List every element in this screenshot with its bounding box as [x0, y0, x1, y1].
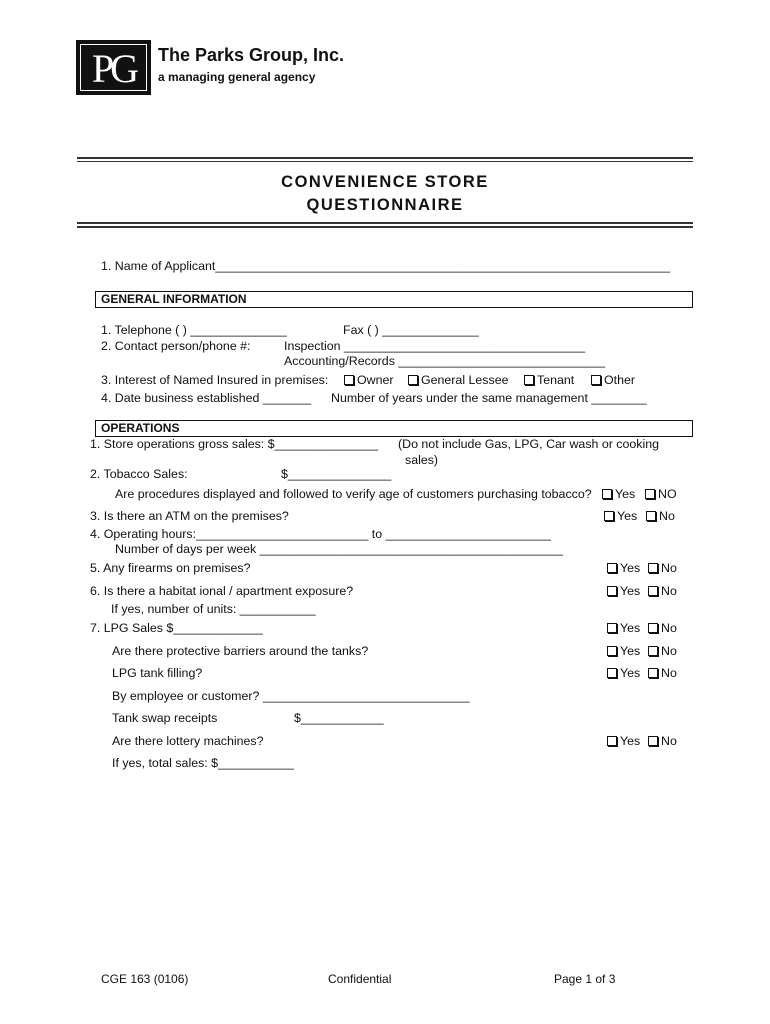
- atm-question: 3. Is there an ATM on the premises?: [90, 509, 289, 523]
- fax-field[interactable]: Fax ( ) ______________: [343, 323, 479, 337]
- form-id: CGE 163 (0106): [101, 972, 189, 986]
- company-name: The Parks Group, Inc.: [158, 45, 345, 65]
- header-rule-bottom: [77, 222, 693, 228]
- habitational-yes[interactable]: Yes: [607, 584, 640, 598]
- interest-other-option[interactable]: Other: [591, 373, 635, 387]
- checkbox-icon[interactable]: [607, 736, 617, 746]
- confidential-label: Confidential: [328, 972, 392, 986]
- interest-label: 3. Interest of Named Insured in premises:: [101, 373, 329, 387]
- form-title-line2: QUESTIONNAIRE: [306, 196, 464, 214]
- checkbox-icon[interactable]: [607, 646, 617, 656]
- gross-sales-note-cont: sales): [405, 453, 439, 467]
- checkbox-icon[interactable]: [602, 489, 612, 499]
- tank-swap-field[interactable]: $____________: [294, 711, 384, 725]
- days-per-week-field[interactable]: Number of days per week ____________________________________________: [115, 542, 563, 556]
- checkbox-icon[interactable]: [408, 375, 418, 385]
- inspection-contact-field[interactable]: Inspection ___________________________________: [284, 339, 586, 353]
- barriers-question: Are there protective barriers around the tanks?: [112, 644, 369, 658]
- number-of-units-field[interactable]: If yes, number of units: ___________: [111, 602, 316, 616]
- firearms-question: 5. Any firearms on premises?: [90, 561, 251, 575]
- lottery-question: Are there lottery machines?: [112, 734, 264, 748]
- date-established-field[interactable]: 4. Date business established _______: [101, 391, 312, 405]
- checkbox-icon[interactable]: [648, 563, 658, 573]
- checkbox-icon[interactable]: [607, 623, 617, 633]
- section-general-information: GENERAL INFORMATION: [95, 291, 693, 308]
- habitational-no[interactable]: No: [648, 584, 677, 598]
- barriers-no[interactable]: No: [648, 644, 677, 658]
- checkbox-icon[interactable]: [648, 736, 658, 746]
- atm-no[interactable]: No: [646, 509, 675, 523]
- checkbox-icon[interactable]: [607, 668, 617, 678]
- lpg-sales-field[interactable]: 7. LPG Sales $_____________: [90, 621, 263, 635]
- firearms-no[interactable]: No: [648, 561, 677, 575]
- tank-filling-yes[interactable]: Yes: [607, 666, 640, 680]
- accounting-contact-field[interactable]: Accounting/Records ______________________________: [284, 354, 606, 368]
- lottery-total-sales-field[interactable]: If yes, total sales: $___________: [112, 756, 294, 770]
- tobacco-sales-label: 2. Tobacco Sales:: [90, 467, 188, 481]
- telephone-field[interactable]: 1. Telephone ( ) ______________: [101, 323, 287, 337]
- tank-filling-no[interactable]: No: [648, 666, 677, 680]
- checkbox-icon[interactable]: [648, 668, 658, 678]
- tobacco-sales-field[interactable]: $_______________: [281, 467, 392, 481]
- contact-person-label: 2. Contact person/phone #:: [101, 339, 251, 353]
- operating-hours-field[interactable]: 4. Operating hours:_________________________ to ________________________: [90, 527, 551, 541]
- habitational-question: 6. Is there a habitat ional / apartment exposure?: [90, 584, 354, 598]
- tobacco-age-yes[interactable]: Yes: [602, 487, 635, 501]
- employee-or-customer-field[interactable]: By employee or customer? ______________________________: [112, 689, 470, 703]
- section-operations: OPERATIONS: [95, 420, 693, 437]
- checkbox-icon[interactable]: [591, 375, 601, 385]
- gross-sales-note: (Do not include Gas, LPG, Car wash or cooking: [398, 437, 660, 451]
- barriers-yes[interactable]: Yes: [607, 644, 640, 658]
- page-number: Page 1 of 3: [554, 972, 616, 986]
- lpg-yes[interactable]: Yes: [607, 621, 640, 635]
- checkbox-icon[interactable]: [646, 511, 656, 521]
- tobacco-age-question: Are procedures displayed and followed to verify age of customers purchasing tobacco?: [115, 487, 592, 501]
- checkbox-icon[interactable]: [648, 586, 658, 596]
- checkbox-icon[interactable]: [524, 375, 534, 385]
- checkbox-icon[interactable]: [648, 646, 658, 656]
- tobacco-age-no[interactable]: NO: [645, 487, 677, 501]
- years-same-management-field[interactable]: Number of years under the same management ________: [331, 391, 647, 405]
- gross-sales-field[interactable]: 1. Store operations gross sales: $_______________: [90, 437, 378, 451]
- checkbox-icon[interactable]: [604, 511, 614, 521]
- atm-yes[interactable]: Yes: [604, 509, 637, 523]
- checkbox-icon[interactable]: [344, 375, 354, 385]
- lottery-no[interactable]: No: [648, 734, 677, 748]
- checkbox-icon[interactable]: [607, 586, 617, 596]
- interest-tenant-option[interactable]: Tenant: [524, 373, 574, 387]
- logo-monogram: PG: [80, 44, 147, 91]
- firearms-yes[interactable]: Yes: [607, 561, 640, 575]
- tank-swap-label: Tank swap receipts: [112, 711, 218, 725]
- company-tagline: a managing general agency: [158, 70, 316, 84]
- company-logo: [76, 40, 151, 95]
- interest-general-lessee-option[interactable]: General Lessee: [408, 373, 508, 387]
- form-title-line1: CONVENIENCE STORE: [281, 173, 489, 191]
- tank-filling-question: LPG tank filling?: [112, 666, 203, 680]
- header-rule-top: [77, 157, 693, 162]
- checkbox-icon[interactable]: [607, 563, 617, 573]
- lpg-no[interactable]: No: [648, 621, 677, 635]
- checkbox-icon[interactable]: [648, 623, 658, 633]
- interest-owner-option[interactable]: Owner: [344, 373, 394, 387]
- applicant-name-field[interactable]: 1. Name of Applicant__________________________________________________________________: [101, 259, 671, 273]
- lottery-yes[interactable]: Yes: [607, 734, 640, 748]
- checkbox-icon[interactable]: [645, 489, 655, 499]
